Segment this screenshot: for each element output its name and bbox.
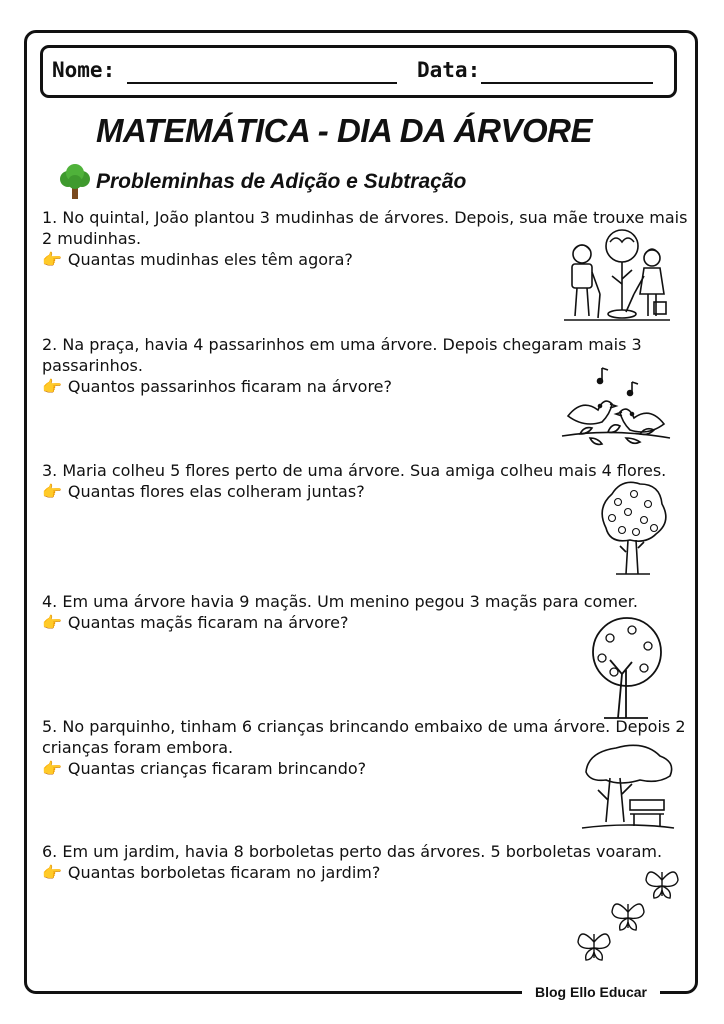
name-label: Nome:: [52, 58, 116, 82]
footer-credit: Blog Ello Educar: [522, 978, 660, 1006]
problem-2-statement: 2. Na praça, havia 4 passarinhos em uma árvore. Depois chegaram mais 3 passarinhos.: [42, 335, 642, 375]
problem-3: [42, 460, 692, 502]
children-planting-tree-illustration: [560, 224, 672, 324]
problem-6-question: Quantas borboletas ficaram no jardim?: [67, 863, 381, 882]
pointing-hand-icon: 👉: [42, 863, 62, 882]
butterflies-illustration: [574, 862, 686, 972]
park-bench-tree-illustration: [580, 742, 676, 832]
pointing-hand-icon: 👉: [42, 613, 62, 632]
date-field[interactable]: [481, 82, 653, 84]
problem-5-question: Quantas crianças ficaram brincando?: [67, 759, 367, 778]
page-title: MATEMÁTICA - DIA DA ÁRVORE: [96, 112, 593, 149]
pointing-hand-icon: 👉: [42, 482, 62, 501]
tree-icon: [58, 164, 92, 200]
pointing-hand-icon: 👉: [42, 377, 62, 396]
name-field[interactable]: [127, 82, 397, 84]
date-label: Data:: [417, 58, 481, 82]
pointing-hand-icon: 👉: [42, 250, 62, 269]
apple-tree-illustration: [584, 616, 670, 720]
pointing-hand-icon: 👉: [42, 759, 62, 778]
problem-3-question: Quantas flores elas colheram juntas?: [67, 482, 365, 501]
page-subtitle: Probleminhas de Adição e Subtração: [96, 170, 467, 193]
problem-5-statement: 5. No parquinho, tinham 6 crianças brincando embaixo de uma árvore. Depois 2 crianças foram embora.: [42, 717, 686, 757]
name-date-box: [40, 45, 677, 98]
problem-3-statement: 3. Maria colheu 5 flores perto de uma árvore. Sua amiga colheu mais 4 flores.: [42, 461, 667, 480]
problem-4-statement: 4. Em uma árvore havia 9 maçãs. Um menino pegou 3 maçãs para comer.: [42, 592, 638, 611]
problem-2-question: Quantos passarinhos ficaram na árvore?: [67, 377, 393, 396]
problem-1-statement: 1. No quintal, João plantou 3 mudinhas de árvores. Depois, sua mãe trouxe mais 2 mudinhas.: [42, 208, 688, 248]
problem-1-question: Quantas mudinhas eles têm agora?: [67, 250, 353, 269]
problem-4-question: Quantas maçãs ficaram na árvore?: [67, 613, 349, 632]
singing-birds-illustration: [560, 364, 672, 456]
problem-6-statement: 6. Em um jardim, havia 8 borboletas perto das árvores. 5 borboletas voaram.: [42, 842, 663, 861]
flowering-tree-illustration: [596, 478, 668, 578]
